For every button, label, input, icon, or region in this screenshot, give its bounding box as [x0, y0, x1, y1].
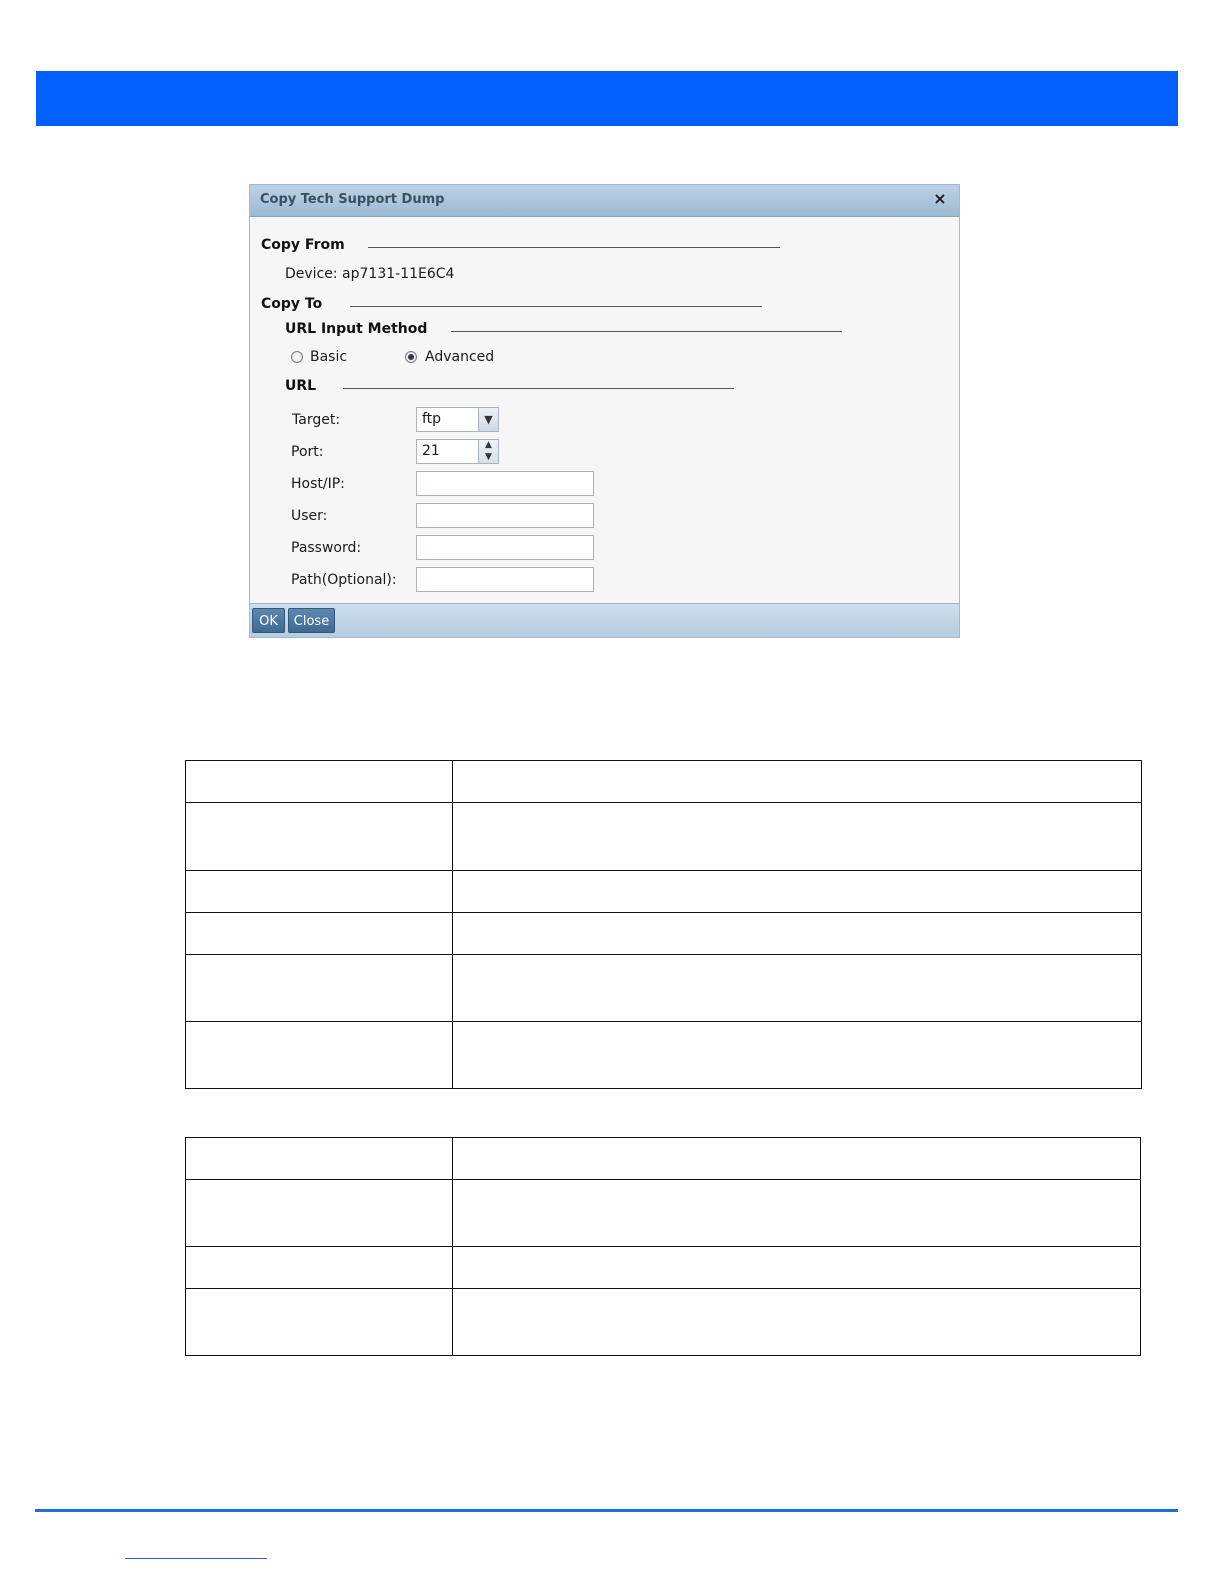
footer-rule	[35, 1509, 1178, 1512]
table-row	[186, 871, 1142, 913]
url-heading: URL	[285, 378, 317, 394]
close-icon[interactable]: ×	[933, 189, 947, 208]
path-label: Path(Optional):	[291, 572, 397, 588]
close-button[interactable]: Close	[288, 608, 335, 633]
table-row	[186, 761, 1142, 803]
port-value: 21	[422, 443, 440, 459]
dialog-title: Copy Tech Support Dump	[260, 192, 445, 207]
table-cell	[453, 955, 1142, 1022]
table-cell	[453, 1247, 1141, 1289]
table-cell	[186, 1180, 453, 1247]
table-row	[186, 1247, 1141, 1289]
password-label: Password:	[291, 540, 362, 556]
host-ip-input[interactable]	[416, 471, 594, 496]
table-cell	[186, 761, 453, 803]
chevron-down-icon[interactable]: ▼	[478, 408, 498, 431]
table-cell	[453, 871, 1142, 913]
table-cell	[186, 1138, 453, 1180]
copy-from-heading: Copy From	[261, 237, 345, 253]
table-row	[186, 1180, 1141, 1247]
advanced-radio[interactable]	[405, 351, 417, 363]
dialog-footer	[250, 603, 959, 637]
table-cell	[453, 1138, 1141, 1180]
password-input[interactable]	[416, 535, 594, 560]
basic-radio-label[interactable]: Basic	[310, 349, 348, 365]
port-stepper[interactable]	[416, 439, 499, 464]
table-cell	[453, 913, 1142, 955]
table-row	[186, 1289, 1141, 1356]
table-row	[186, 913, 1142, 955]
port-spin-buttons	[478, 440, 498, 463]
copy-from-rule	[368, 247, 780, 248]
path-input[interactable]	[416, 567, 594, 592]
table-cell	[186, 913, 453, 955]
table-cell	[186, 1022, 453, 1089]
header-banner	[36, 71, 1178, 126]
table-row	[186, 803, 1142, 871]
table-row	[186, 1138, 1141, 1180]
table-cell	[453, 1022, 1142, 1089]
table-cell	[186, 803, 453, 871]
table-cell	[186, 1247, 453, 1289]
url-input-method-rule	[451, 331, 842, 332]
table-cell	[453, 803, 1142, 871]
chevron-down-icon[interactable]: ▼	[485, 452, 492, 462]
device-label: Device: ap7131-11E6C4	[285, 266, 455, 282]
advanced-radio-label[interactable]: Advanced	[425, 349, 495, 365]
table-cell	[186, 955, 453, 1022]
basic-radio[interactable]	[291, 351, 303, 363]
target-select[interactable]	[416, 407, 499, 432]
parameter-table-1	[185, 760, 1142, 1089]
url-input-method-heading: URL Input Method	[285, 321, 428, 337]
table-cell	[453, 1180, 1141, 1247]
parameter-table-2	[185, 1137, 1141, 1356]
copy-to-heading: Copy To	[261, 296, 323, 312]
user-input[interactable]	[416, 503, 594, 528]
table-cell	[453, 1289, 1141, 1356]
dialog-title-bar	[250, 185, 959, 217]
table-row	[186, 1022, 1142, 1089]
target-label: Target:	[292, 412, 341, 428]
host-ip-label: Host/IP:	[291, 476, 345, 492]
user-label: User:	[291, 508, 328, 524]
port-label: Port:	[291, 444, 324, 460]
copy-tech-support-dump-dialog	[249, 184, 960, 638]
copy-to-rule	[350, 306, 762, 307]
target-select-value: ftp	[422, 411, 442, 427]
ok-button[interactable]: OK	[252, 608, 285, 633]
chevron-up-icon[interactable]: ▲	[485, 440, 492, 450]
url-rule	[343, 388, 734, 389]
table-cell	[453, 761, 1142, 803]
table-cell	[186, 1289, 453, 1356]
table-row	[186, 955, 1142, 1022]
table-cell	[186, 871, 453, 913]
footer-link-underline[interactable]	[125, 1558, 267, 1559]
